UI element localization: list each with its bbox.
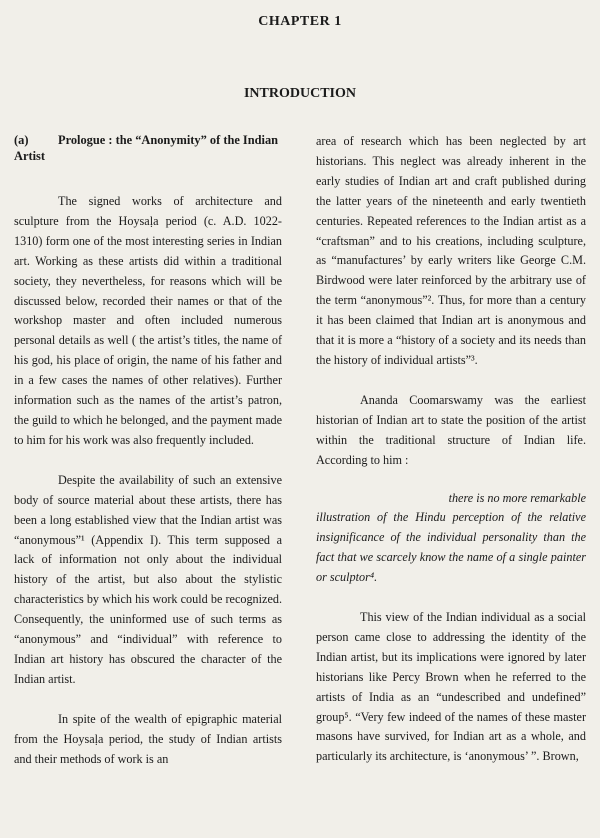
paragraph: This view of the Indian individual as a social person came close to addressing the identity of the Indian artist, but its implications were ignored by later historians like Percy Brown when he referred to the artists of India as an “undescribed and undefined” group⁵. “Very few indeed of the names of these master masons have survived, for Indian art as a whole, and particularly its architecture, is ‘anonymous’ ”. Brown, (316, 610, 586, 764)
block-quote (316, 489, 586, 589)
block-quote-first-line: there is no more remarkable (448, 490, 586, 505)
chapter-label: CHAPTER 1 (258, 14, 342, 29)
paragraph: In spite of the wealth of epigraphic material from the Hoysaḷa period, the study of Indian artists and their methods of work is an (14, 711, 282, 766)
section-heading (14, 132, 282, 164)
section-heading-label: (a) (14, 133, 29, 147)
paragraph: Ananda Coomarswamy was the earliest historian of Indian art to state the position of the artist within the traditional structure of Indian life. According to him : (316, 392, 586, 467)
block-quote-text: illustration of the Hindu perception of the relative insignificance of the individual personality than the fact that we scarcely know the name of a single painter or sculptor⁴. (316, 510, 586, 585)
left-column (14, 132, 282, 769)
paragraph: Despite the availability of such an extensive body of source material about these artists, there has been a long established view that the Indian artist was “anonymous”¹ (Appendix I). This term supposed a lack of information not only about the individual history of the artist, but also about the stylistic characteristics by which his work could be recognized. Consequently, the uninformed use of such terms as “anonymous” and “individual” with reference to Indian art history has obscured the character of the Indian artist. (14, 472, 282, 686)
section-title: INTRODUCTION (243, 86, 356, 101)
paragraph: area of research which has been neglected by art historians. This neglect was already inherent in the early studies of Indian art and craft published during the latter years of the nineteenth and early twentieth centuries. Repeated references to the Indian artist as a “craftsman” and to his creations, including sculpture, as “manufactures’ by early writers like George C.M. Birdwood were later reinforced by the arbitrary use of the term “anonymous”². Thus, for more than a century it has been claimed that Indian art is anonymous and that it is more a “history of a society and its needs than the history of individual artists”³. (316, 134, 586, 367)
right-column (316, 132, 586, 767)
paragraph: The signed works of architecture and sculpture from the Hoysaḷa period (c. A.D. 1022-1310) form one of the most interesting series in Indian art. Working as these artists did within a traditional society, they nevertheless, for reasons which will be discussed below, recorded their names or that of the workshop master and often included numerous personal details as well ( the artist’s titles, the name of his god, his place of origin, the name of his father and in a few cases the names of other relatives). Further information such as the names of the artist’s patron, the guild to which he belonged, and the payment made to him for his work was also frequently included. (14, 194, 282, 447)
section-heading-text: Prologue : the “Anonymity” of the Indian Artist (14, 133, 279, 163)
